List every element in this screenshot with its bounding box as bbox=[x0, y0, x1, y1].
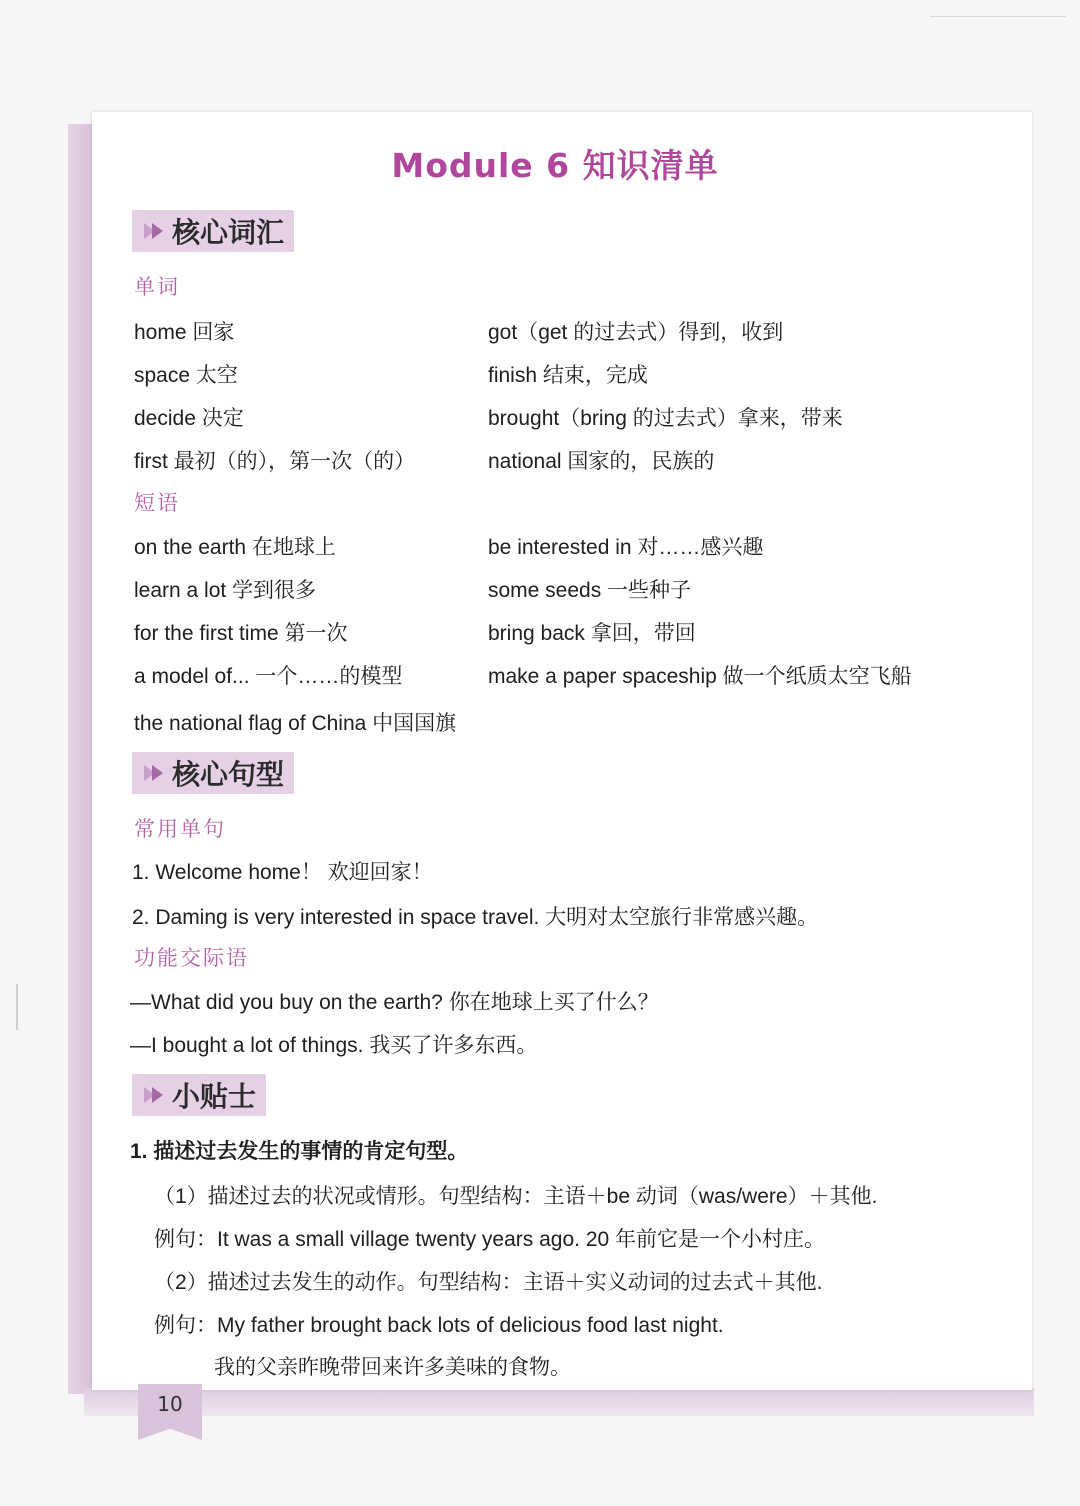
word-item: space 太空 bbox=[134, 364, 238, 387]
word-item: finish 结束，完成 bbox=[488, 364, 648, 387]
section-heading-tips bbox=[132, 1074, 266, 1116]
phrase-item: be interested in 对……感兴趣 bbox=[488, 536, 764, 559]
dialog-line: —I bought a lot of things. 我买了许多东西。 bbox=[130, 1034, 538, 1057]
section-heading-label: 核心词汇 bbox=[172, 216, 285, 249]
tip-line: 例句：My father brought back lots of delicious food last night. bbox=[154, 1314, 724, 1337]
phrase-item: learn a lot 学到很多 bbox=[134, 579, 317, 602]
page-number: 10 bbox=[157, 1392, 183, 1416]
top-rule bbox=[930, 16, 1066, 17]
section-heading-label: 核心句型 bbox=[172, 758, 285, 791]
page-title: Module 6 知识清单 bbox=[391, 146, 719, 185]
phrase-item: a model of... 一个……的模型 bbox=[134, 665, 403, 688]
phrase-item: for the first time 第一次 bbox=[134, 622, 348, 645]
margin-mark bbox=[16, 984, 18, 1030]
word-item: brought（bring 的过去式）拿来，带来 bbox=[488, 407, 843, 430]
phrase-item: make a paper spaceship 做一个纸质太空飞船 bbox=[488, 665, 912, 688]
tip-point-title: 1. 描述过去发生的事情的肯定句型。 bbox=[130, 1140, 469, 1163]
page-edge-left bbox=[68, 124, 94, 1394]
tip-line: 例句：It was a small village twenty years ago. 20 年前它是一个小村庄。 bbox=[154, 1228, 826, 1251]
dialog-line: —What did you buy on the earth? 你在地球上买了什么？ bbox=[130, 991, 659, 1014]
sentence-item: 1. Welcome home！ 欢迎回家！ bbox=[132, 861, 433, 884]
single-sentences-subheading: 常用单句 bbox=[134, 817, 226, 841]
sentence-item: 2. Daming is very interested in space travel. 大明对太空旅行非常感兴趣。 bbox=[132, 906, 819, 929]
dialog-subheading: 功能交际语 bbox=[134, 946, 249, 970]
arrow-icon bbox=[144, 1085, 164, 1105]
phrase-item: on the earth 在地球上 bbox=[134, 536, 336, 559]
tip-line: 我的父亲昨晚带回来许多美味的食物。 bbox=[214, 1356, 571, 1379]
phrase-item: the national flag of China 中国国旗 bbox=[134, 712, 457, 735]
word-item: home 回家 bbox=[134, 321, 235, 344]
section-heading-sentences bbox=[132, 752, 294, 794]
phrase-item: bring back 拿回，带回 bbox=[488, 622, 696, 645]
word-item: first 最初（的），第一次（的） bbox=[134, 450, 416, 473]
word-item: got（get 的过去式）得到，收到 bbox=[488, 321, 784, 344]
arrow-icon bbox=[144, 763, 164, 783]
tip-line: （1）描述过去的状况或情形。句型结构：主语＋be 动词（was/were）＋其他. bbox=[154, 1185, 878, 1208]
word-item: national 国家的，民族的 bbox=[488, 450, 715, 473]
phrases-subheading: 短语 bbox=[134, 491, 180, 515]
arrow-icon bbox=[144, 221, 164, 241]
section-heading-label: 小贴士 bbox=[172, 1080, 257, 1113]
page-edge-bottom bbox=[84, 1388, 1034, 1416]
words-subheading: 单词 bbox=[134, 275, 180, 299]
section-heading-vocab bbox=[132, 210, 294, 252]
phrase-item: some seeds 一些种子 bbox=[488, 579, 692, 602]
tip-line: （2）描述过去发生的动作。句型结构：主语＋实义动词的过去式＋其他. bbox=[154, 1271, 823, 1294]
word-item: decide 决定 bbox=[134, 407, 244, 430]
